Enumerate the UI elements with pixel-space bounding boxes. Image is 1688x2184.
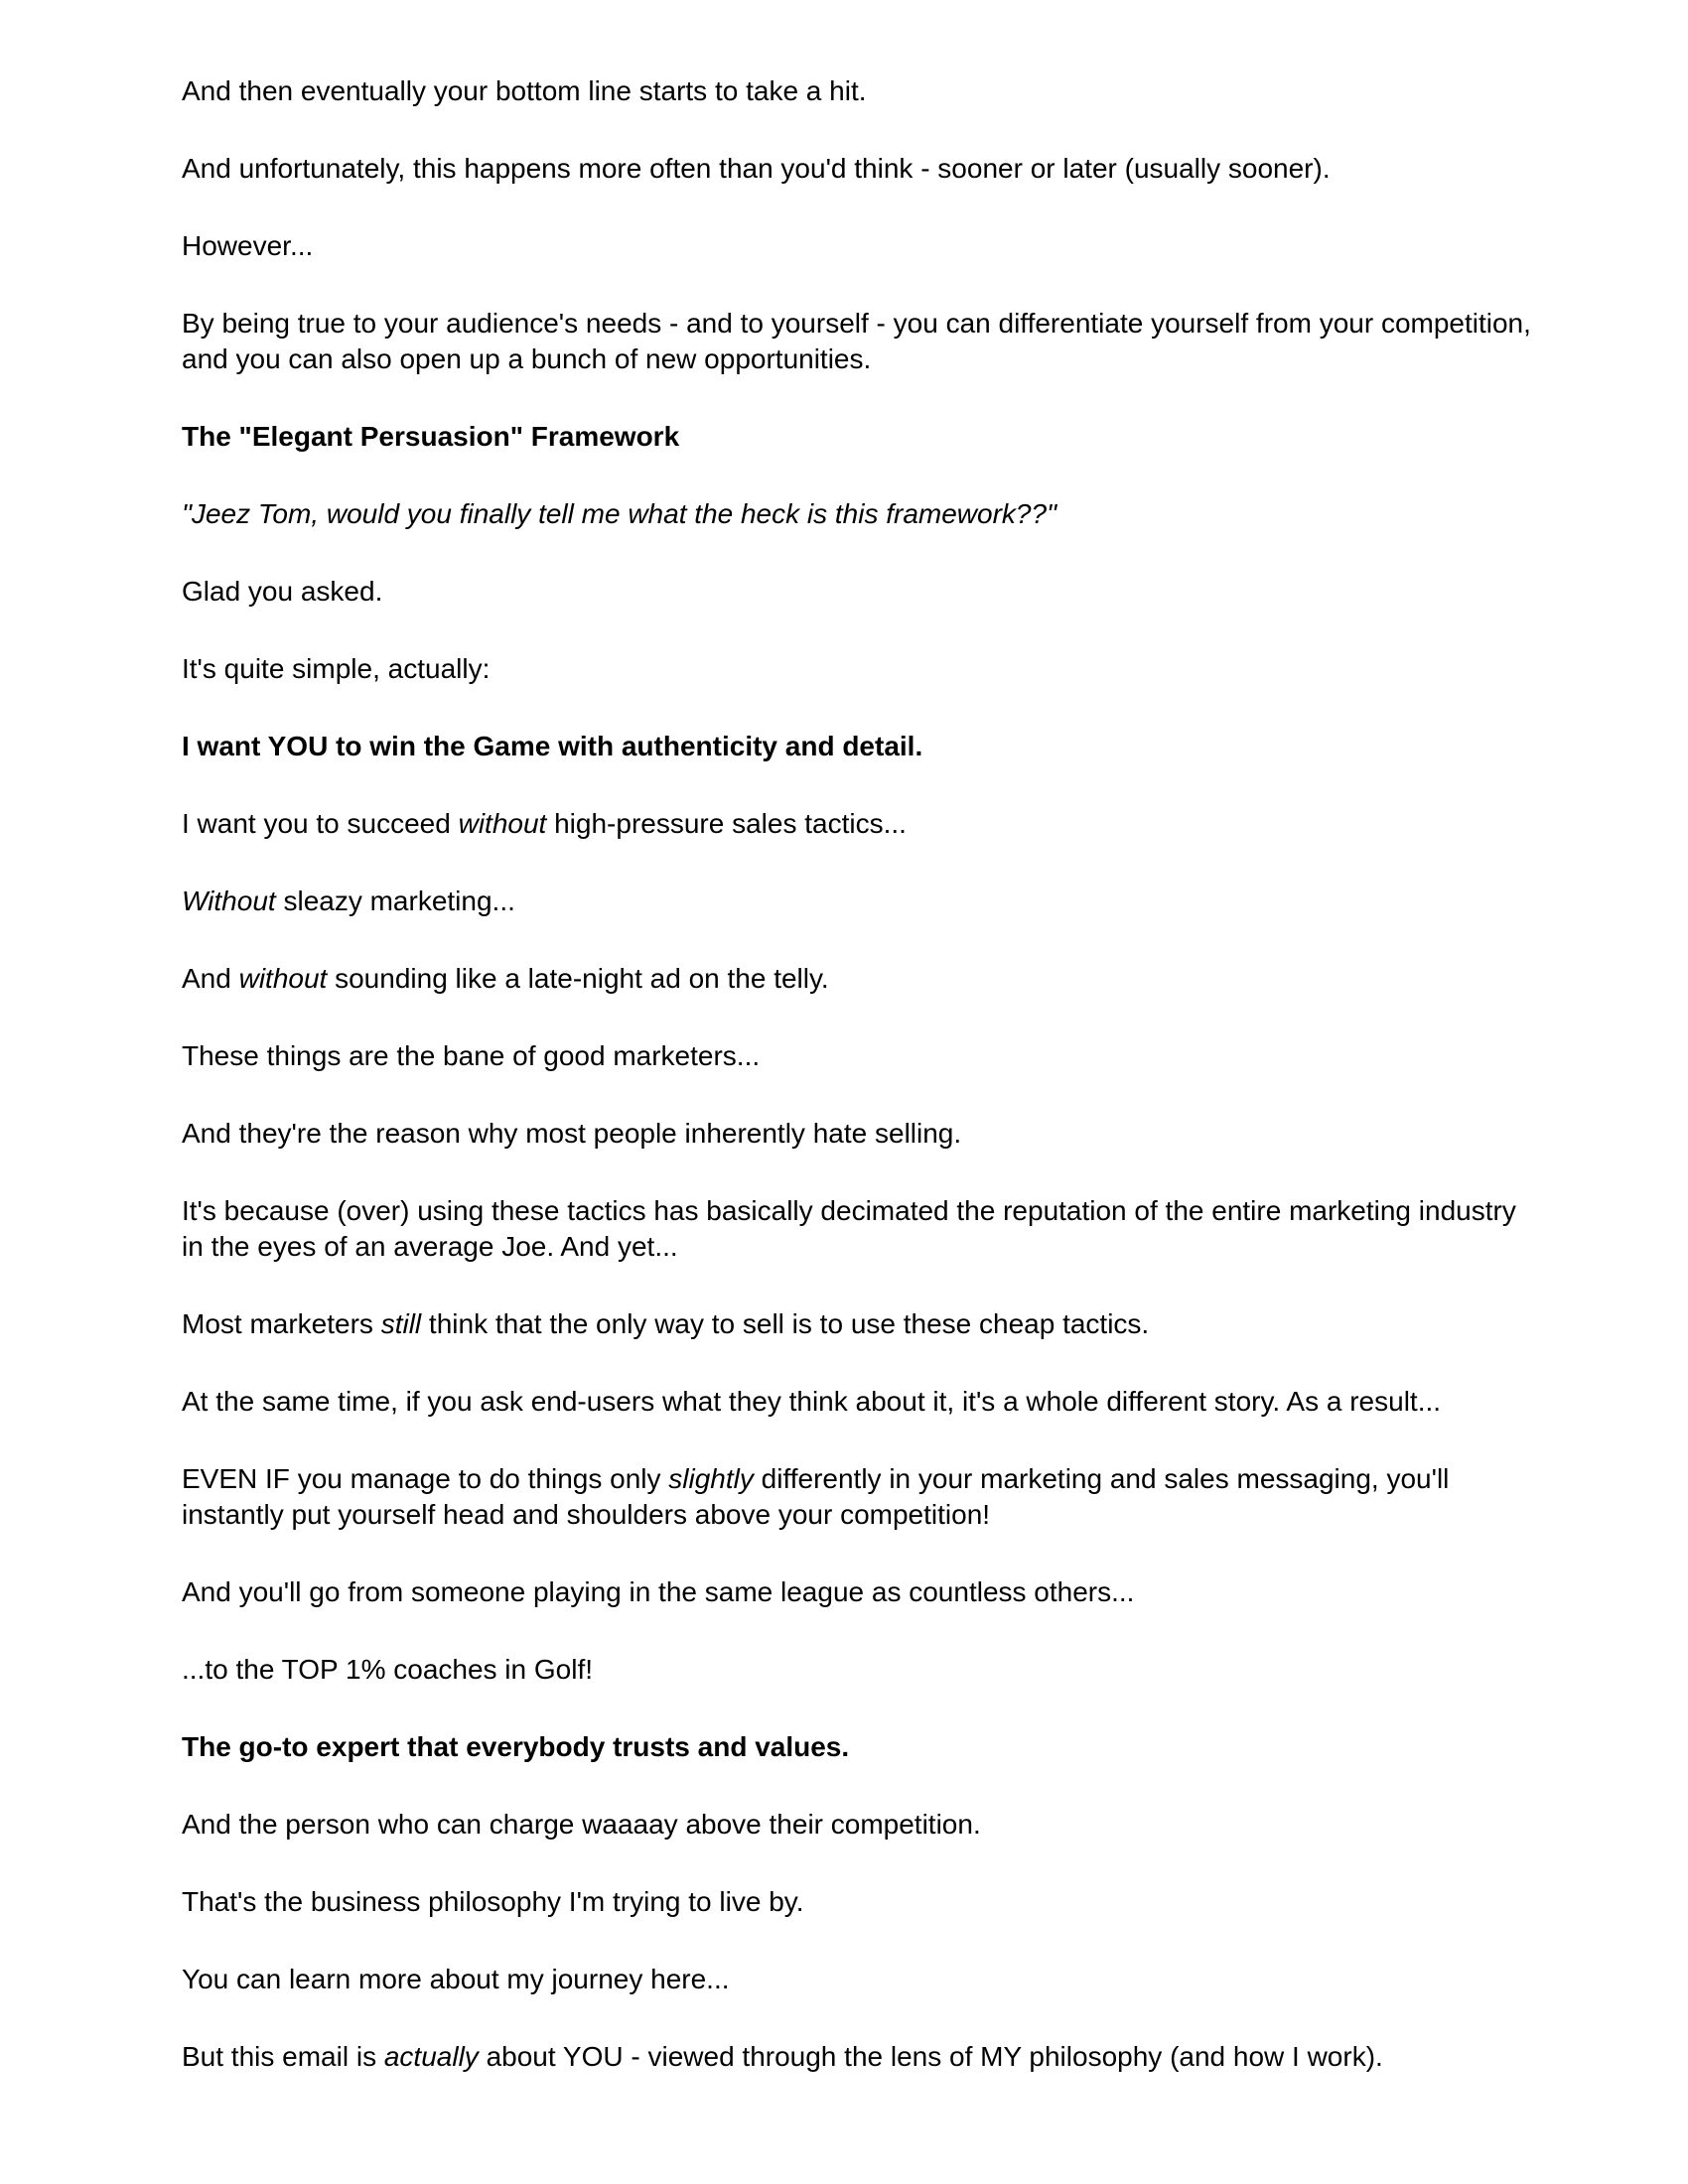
text-span: EVEN IF you manage to do things only <box>182 1463 669 1494</box>
paragraph-bane-of-marketers: These things are the bane of good marketers... <box>182 1040 761 1071</box>
paragraph-go-to-expert: The go-to expert that everybody trusts and values. <box>182 1731 850 1762</box>
quote-jeez-tom: "Jeez Tom, would you finally tell me what the heck is this framework??" <box>182 498 1057 529</box>
text-span: high-pressure sales tactics... <box>546 808 907 839</box>
paragraph-succeed-without <box>182 806 1542 842</box>
document-page <box>182 73 1542 2116</box>
paragraph-bottom-line: And then eventually your bottom line starts to take a hit. <box>182 75 867 106</box>
text-span: I want you to succeed <box>182 808 459 839</box>
emphasis-text: Without <box>182 886 276 916</box>
emphasis-text: without <box>238 963 328 994</box>
paragraph-top-one-percent: ...to the TOP 1% coaches in Golf! <box>182 1654 594 1685</box>
text-span: Most marketers <box>182 1308 381 1339</box>
paragraph-cheap-tactics <box>182 1306 1542 1342</box>
text-span: And <box>182 963 239 994</box>
paragraph-being-true: By being true to your audience's needs - and to yourself - you can differentiate yourself from your competition, and you can also open up a bunch of new opportunities. <box>182 308 1531 374</box>
paragraph-same-league: And you'll go from someone playing in the same league as countless others... <box>182 1576 1135 1607</box>
emphasis-text: still <box>380 1308 422 1339</box>
paragraph-about-you <box>182 2039 1542 2075</box>
text-span: sounding like a late-night ad on the telly. <box>327 963 829 994</box>
section-heading-framework: The "Elegant Persuasion" Framework <box>182 421 680 452</box>
paragraph-hate-selling: And they're the reason why most people inherently hate selling. <box>182 1118 962 1149</box>
paragraph-unfortunately: And unfortunately, this happens more often than you'd think - sooner or later (usually sooner). <box>182 153 1331 184</box>
paragraph-end-users: At the same time, if you ask end-users what they think about it, it's a whole different story. As a result... <box>182 1386 1442 1417</box>
paragraph-philosophy: That's the business philosophy I'm trying to live by. <box>182 1886 804 1917</box>
paragraph-sleazy-marketing <box>182 884 1542 919</box>
emphasis-text: without <box>458 808 547 839</box>
paragraph-learn-more: You can learn more about my journey here... <box>182 1964 730 1994</box>
text-span: think that the only way to sell is to use these cheap tactics. <box>421 1308 1150 1339</box>
emphasis-text: slightly <box>668 1463 754 1494</box>
text-span: differently in your marketing and sales messaging, you'll instantly put yourself head and shoulders above your competition! <box>182 1463 1450 1530</box>
paragraph-win-the-game: I want YOU to win the Game with authenticity and detail. <box>182 731 923 761</box>
paragraph-however: However... <box>182 230 314 261</box>
paragraph-glad-you-asked: Glad you asked. <box>182 576 383 607</box>
paragraph-charge-above: And the person who can charge waaaay above their competition. <box>182 1809 981 1840</box>
paragraph-even-if <box>182 1461 1542 1533</box>
paragraph-decimated-reputation: It's because (over) using these tactics has basically decimated the reputation of the entire marketing industry in the eyes of an average Joe. And yet... <box>182 1195 1516 1262</box>
text-span: But this email is <box>182 2041 384 2072</box>
paragraph-quite-simple: It's quite simple, actually: <box>182 653 491 684</box>
emphasis-text: actually <box>383 2041 479 2072</box>
text-span: sleazy marketing... <box>275 886 515 916</box>
paragraph-late-night-ad <box>182 961 1542 997</box>
text-span: about YOU - viewed through the lens of MY philosophy (and how I work). <box>478 2041 1383 2072</box>
